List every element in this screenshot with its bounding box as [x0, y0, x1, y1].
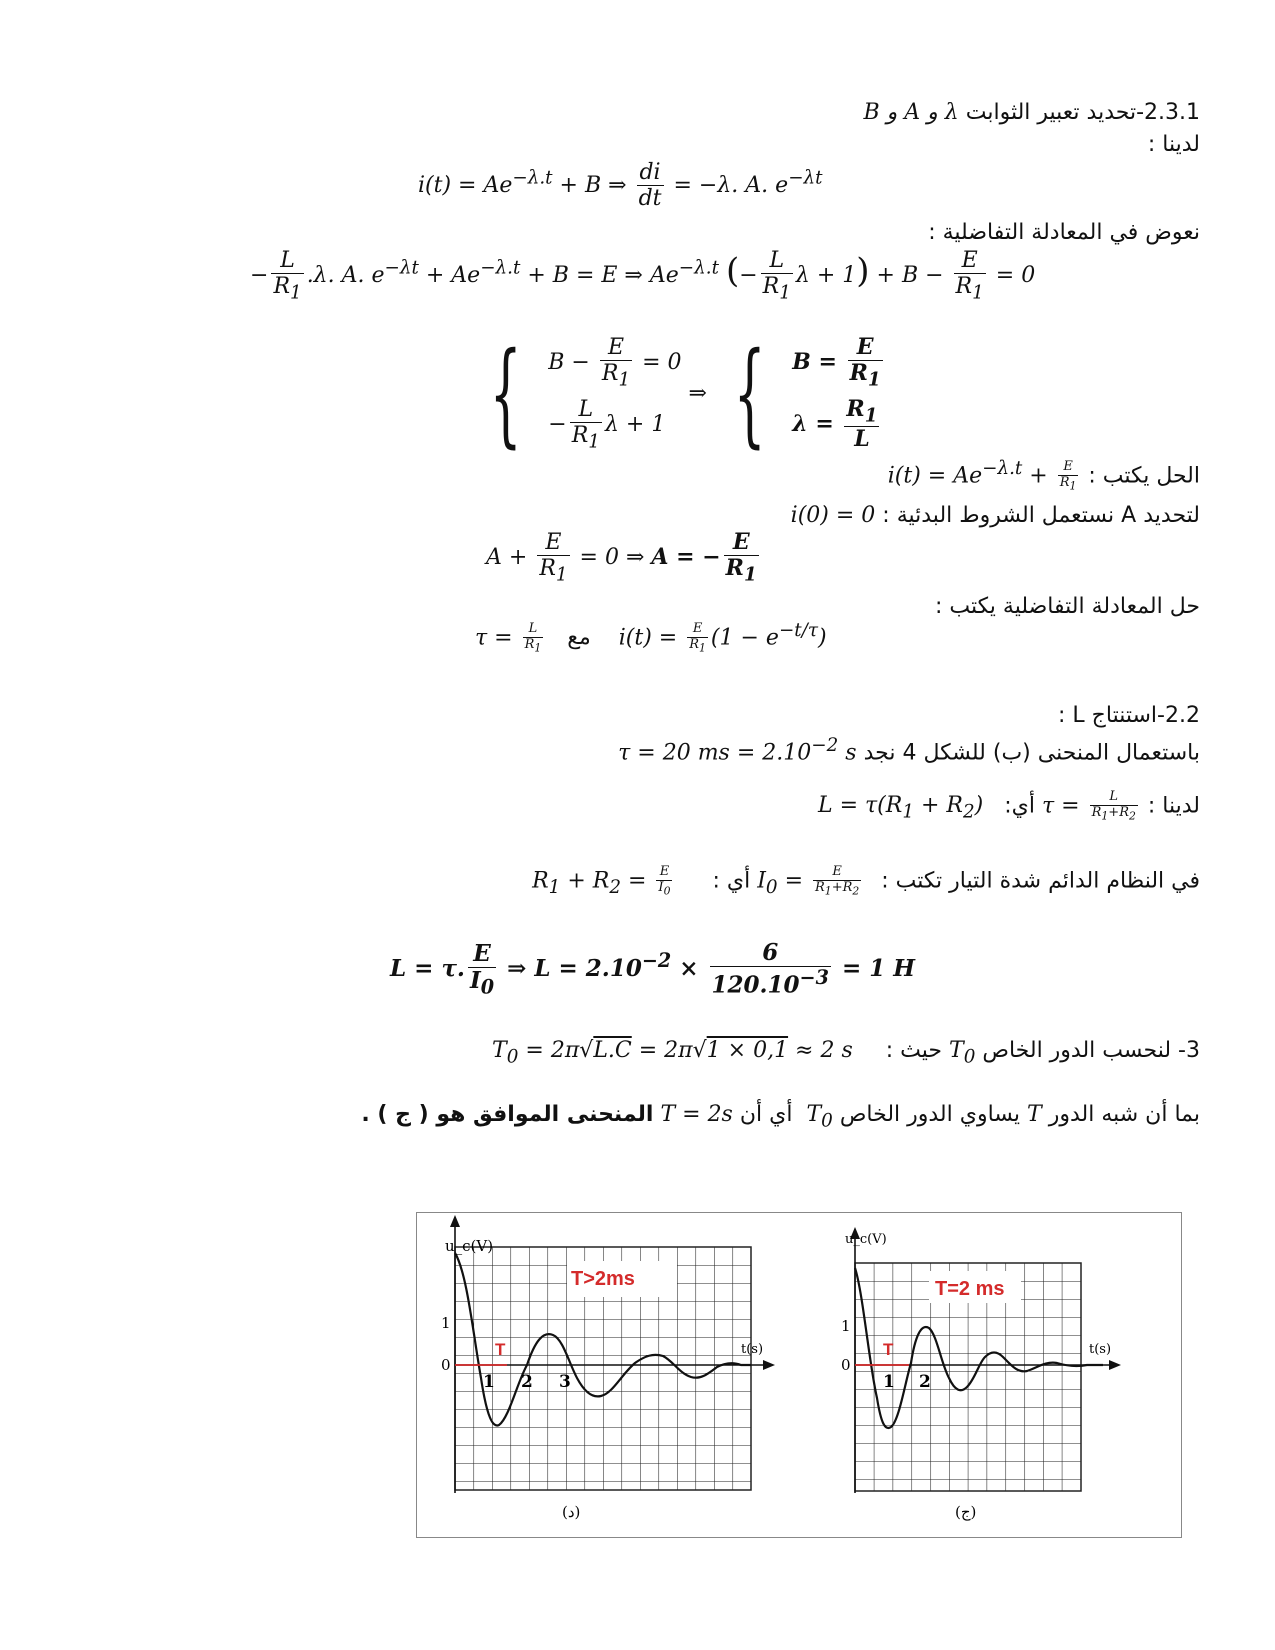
- tau-value: τ = 20 ms = $2.10^{-2}$ s: [618, 735, 857, 766]
- solution-eq: $i(t) = Ae^{-\lambda.t}$ + $\frac{E}{R_1}$: [887, 458, 1077, 493]
- equation-A: A + $\frac{E}{R_1}$ = 0 ⇒ A = − $\frac{E}{R_1}$: [486, 529, 757, 586]
- using-label: باستعمال المنحنى (ب) للشكل 4 نجد: [863, 740, 1200, 766]
- oscillation-figure: [416, 1212, 1182, 1538]
- right-red-label: T=2 ms: [935, 1278, 1005, 1300]
- right-mark-2: 2: [919, 1372, 931, 1392]
- init-label: لتحديد A نستعمل الشروط البدئية :: [882, 503, 1200, 528]
- L-result-eq: L = τ. $\frac{E}{I_0}$ ⇒ $L = 2.10^{-2}$ × $\frac{6}{120.10^{-3}}$ = 1 H: [390, 939, 915, 1000]
- left-graph: [441, 1215, 775, 1521]
- section-231-heading: [240, 100, 1200, 125]
- left-x-label: t(s): [741, 1342, 764, 1357]
- substitute-label: نعوض في المعادلة التفاضلية :: [928, 220, 1200, 245]
- equation-2: − $\frac{L}{R_1}$ .λ. A. $e^{-\lambda t} + Ae^{-\lambda.t} + B = E$ ⇒ $Ae^{-\lambda.t}$ (− $\frac{L}{R_1}$ λ + 1) + B − $\frac{E}{R_1}$ = 0: [250, 248, 1036, 304]
- left-x-arrow: [763, 1360, 775, 1370]
- left-tick-0: 0: [441, 1356, 451, 1374]
- conclusion-line: بما أن شبه الدور T يساوي الدور الخاص $T_0$ أي أن T = 2s المنحنى الموافق هو ( ج ) .: [361, 1102, 1200, 1132]
- final-solution-label: حل المعادلة التفاضلية يكتب :: [935, 594, 1200, 619]
- right-tick-1: 1: [841, 1317, 851, 1335]
- right-graph: [841, 1227, 1121, 1521]
- with-label: مع: [567, 625, 591, 651]
- left-mark-3: 3: [559, 1372, 571, 1392]
- left-y-label: u_c(V): [445, 1237, 494, 1255]
- solution-label: الحل يكتب :: [1088, 463, 1200, 489]
- solution-line: [240, 458, 1200, 493]
- we-have-label-2: لدينا :: [1147, 793, 1200, 819]
- right-T-label: T: [883, 1340, 894, 1359]
- section-22-heading: 2.2-استنتاج L :: [1058, 703, 1200, 728]
- T0-eq: $T_0 = 2\pi√L.C = 2\pi√1 \times 0,1 \approx 2$ s: [492, 1038, 853, 1068]
- left-y-arrow: [450, 1215, 460, 1227]
- equation-1: $i(t) = Ae^{-\lambda.t} + B$ ⇒ $\frac{di}{dt}$ = −λ. A. $e^{-\lambda t}$: [418, 160, 823, 212]
- initial-condition-line: [240, 503, 1200, 528]
- steady-label: في النظام الدائم شدة التيار تكتب :: [881, 868, 1200, 894]
- where-label: حيث :: [885, 1038, 943, 1063]
- tau-formula-line: لدينا : τ = $\frac{L}{R_1+R_2}$ أي: $L = \tau(R_1 + R_2)$: [817, 789, 1200, 823]
- final-solution-eq: τ = $\frac{L}{R_1}$ مع i(t) = $\frac{E}{R_1}$ $(1 - e^{-t/\tau})$: [475, 620, 827, 655]
- conclusion-bold: المنحنى الموافق هو ( ج ) .: [361, 1102, 654, 1127]
- section-3-heading: 3- لنحسب الدور الخاص: [982, 1038, 1200, 1063]
- right-y-label: u_c(V): [845, 1232, 887, 1247]
- figure-svg: [417, 1213, 1181, 1537]
- left-caption: (د): [562, 1503, 581, 1521]
- equation-system: { B − $\frac{E}{R_1}$ = 0 − $\frac{L}{R_1}$ λ + 1 ⇒ { B = $\frac{E}{R_1}$ λ = $\frac{R_1}{L}$: [489, 328, 881, 459]
- tau-value-line: [240, 735, 1200, 765]
- left-mark-2: 2: [521, 1372, 533, 1392]
- we-have-label: لدينا :: [1147, 132, 1200, 157]
- right-caption: (ج): [955, 1503, 977, 1521]
- heading-vars: λ و A و B: [863, 100, 959, 125]
- right-x-label: t(s): [1089, 1342, 1112, 1357]
- left-red-label: T>2ms: [571, 1268, 635, 1290]
- right-mark-1: 1: [883, 1372, 895, 1392]
- heading-text: 2.3.1-تحديد تعبير الثوابت: [965, 100, 1200, 125]
- i-e-label-2: أي :: [712, 868, 751, 894]
- left-mark-1: 1: [483, 1372, 495, 1392]
- left-tick-1: 1: [441, 1314, 451, 1332]
- steady-state-line: في النظام الدائم شدة التيار تكتب : $I_0$ = $\frac{E}{R_1+R_2}$ أي : $R_1 + R_2$ = $\frac{E}{I_0}$: [532, 864, 1200, 898]
- right-x-arrow: [1109, 1360, 1121, 1370]
- init-eq: i(0) = 0: [790, 503, 876, 528]
- left-T-label: T: [495, 1340, 506, 1359]
- i-e-label: أي:: [1004, 793, 1036, 819]
- right-tick-0: 0: [841, 1356, 851, 1374]
- section-3-line: 3- لنحسب الدور الخاص $T_0$ حيث : $T_0 = 2\pi√L.C = 2\pi√1 \times 0,1 \approx 2$ s: [492, 1038, 1200, 1068]
